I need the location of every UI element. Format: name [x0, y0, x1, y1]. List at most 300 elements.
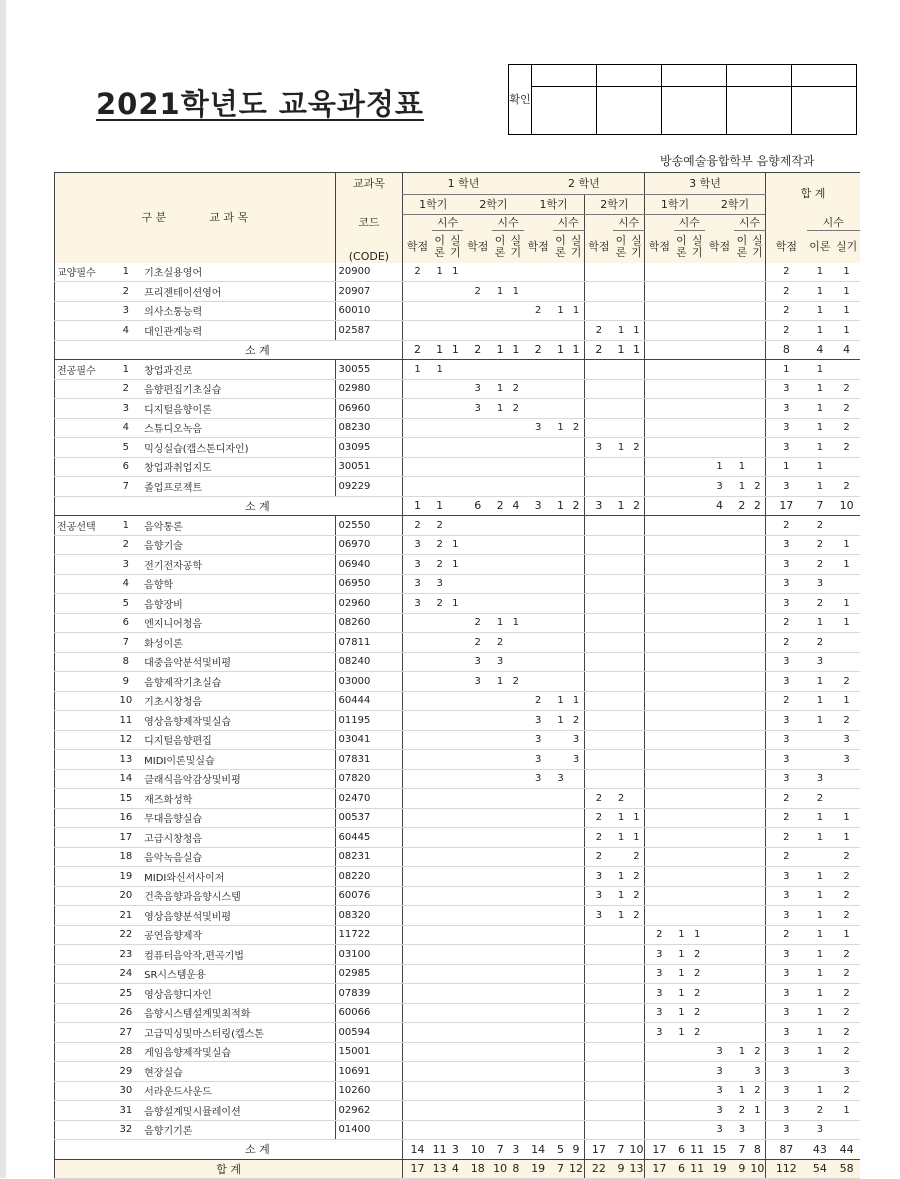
value-cell — [553, 1023, 569, 1043]
value-cell — [629, 652, 645, 672]
value-cell: 3 — [766, 1042, 807, 1062]
value-cell — [553, 457, 569, 477]
value-cell — [524, 321, 553, 341]
category-cell — [55, 964, 113, 984]
value-cell — [645, 906, 674, 926]
value-cell — [448, 847, 464, 867]
value-cell: 2 — [833, 964, 860, 984]
course-code: 60444 — [335, 691, 403, 711]
value-cell: 6 — [674, 1159, 690, 1179]
value-cell: 1 — [553, 340, 569, 360]
value-cell — [403, 379, 432, 399]
value-cell — [553, 477, 569, 497]
value-cell — [448, 360, 464, 380]
value-cell — [584, 613, 613, 633]
row-number: 4 — [113, 321, 140, 341]
value-cell — [689, 1101, 705, 1121]
value-cell — [674, 282, 690, 302]
value-cell — [629, 457, 645, 477]
value-cell: 1 — [807, 828, 834, 848]
value-cell — [403, 457, 432, 477]
value-cell — [584, 1023, 613, 1043]
value-cell — [674, 301, 690, 321]
course-code: 00537 — [335, 808, 403, 828]
value-cell — [508, 730, 524, 750]
row-number: 2 — [113, 379, 140, 399]
row-number: 19 — [113, 867, 140, 887]
table-row — [55, 886, 861, 906]
value-cell: 2 — [584, 789, 613, 809]
value-cell — [553, 730, 569, 750]
value-cell: 11 — [432, 1140, 448, 1160]
value-cell — [689, 906, 705, 926]
credit-header: 학점 — [705, 231, 734, 263]
value-cell — [705, 906, 734, 926]
value-cell: 3 — [807, 574, 834, 594]
value-cell — [524, 808, 553, 828]
value-cell: 2 — [508, 672, 524, 692]
value-cell — [553, 1120, 569, 1140]
value-cell — [584, 750, 613, 770]
value-cell — [750, 438, 766, 458]
subtotal-label: 소 계 — [113, 340, 403, 360]
value-cell — [674, 847, 690, 867]
value-cell — [568, 906, 584, 926]
value-cell — [584, 418, 613, 438]
value-cell — [629, 399, 645, 419]
value-cell — [645, 360, 674, 380]
table-row — [55, 691, 861, 711]
value-cell — [613, 594, 629, 614]
value-cell — [448, 321, 464, 341]
value-cell: 1 — [553, 691, 569, 711]
value-cell — [403, 886, 432, 906]
value-cell: 2 — [508, 379, 524, 399]
value-cell: 3 — [705, 1120, 734, 1140]
value-cell: 1 — [807, 321, 834, 341]
value-cell — [689, 1081, 705, 1101]
value-cell — [492, 925, 508, 945]
value-cell — [568, 789, 584, 809]
value-cell — [750, 399, 766, 419]
value-cell: 3 — [524, 711, 553, 731]
value-cell — [689, 789, 705, 809]
value-cell — [705, 691, 734, 711]
value-cell — [629, 769, 645, 789]
value-cell: 1 — [613, 867, 629, 887]
value-cell: 2 — [833, 945, 860, 965]
value-cell — [750, 379, 766, 399]
value-cell — [629, 691, 645, 711]
value-cell — [553, 828, 569, 848]
value-cell — [705, 555, 734, 575]
value-cell — [568, 964, 584, 984]
value-cell — [705, 847, 734, 867]
value-cell: 1 — [508, 340, 524, 360]
value-cell — [492, 847, 508, 867]
value-cell — [553, 886, 569, 906]
value-cell: 3 — [766, 594, 807, 614]
value-cell — [463, 945, 492, 965]
value-cell — [629, 750, 645, 770]
value-cell: 2 — [833, 984, 860, 1004]
value-cell: 3 — [766, 1023, 807, 1043]
value-cell: 3 — [766, 867, 807, 887]
value-cell — [674, 340, 690, 360]
value-cell — [553, 750, 569, 770]
value-cell — [448, 282, 464, 302]
value-cell — [568, 379, 584, 399]
value-cell — [568, 1101, 584, 1121]
value-cell — [492, 730, 508, 750]
value-cell — [463, 477, 492, 497]
value-cell — [613, 555, 629, 575]
subject-name: 음향시스템설계및최적화 — [139, 1003, 335, 1023]
value-cell: 1 — [807, 711, 834, 731]
hours-header: 시수 — [674, 215, 705, 231]
value-cell: 1 — [833, 1101, 860, 1121]
value-cell — [463, 964, 492, 984]
value-cell: 1 — [807, 282, 834, 302]
value-cell: 3 — [807, 652, 834, 672]
value-cell — [613, 750, 629, 770]
value-cell — [750, 555, 766, 575]
value-cell — [432, 808, 448, 828]
value-cell: 2 — [766, 263, 807, 282]
category-cell — [55, 652, 113, 672]
value-cell: 3 — [463, 672, 492, 692]
subject-name: 음향장비 — [139, 594, 335, 614]
value-cell — [553, 1042, 569, 1062]
value-cell: 1 — [807, 1042, 834, 1062]
value-cell — [645, 438, 674, 458]
value-cell — [750, 574, 766, 594]
value-cell — [432, 730, 448, 750]
value-cell — [629, 418, 645, 438]
value-cell — [705, 925, 734, 945]
value-cell — [508, 263, 524, 282]
category-cell — [55, 477, 113, 497]
value-cell: 2 — [833, 867, 860, 887]
value-cell — [448, 652, 464, 672]
value-cell: 3 — [645, 964, 674, 984]
value-cell — [508, 1042, 524, 1062]
value-cell: 3 — [524, 730, 553, 750]
value-cell — [705, 340, 734, 360]
value-cell — [508, 360, 524, 380]
value-cell: 3 — [833, 750, 860, 770]
value-cell — [645, 301, 674, 321]
total-label: 합 계 — [55, 1159, 403, 1179]
value-cell — [674, 750, 690, 770]
value-cell — [674, 516, 690, 536]
value-cell — [689, 379, 705, 399]
practice-header: 실기 — [833, 231, 860, 263]
value-cell — [674, 906, 690, 926]
value-cell — [524, 867, 553, 887]
value-cell — [705, 652, 734, 672]
course-code: 10691 — [335, 1062, 403, 1082]
row-number: 15 — [113, 789, 140, 809]
value-cell — [689, 555, 705, 575]
subtotal-label: 소 계 — [113, 496, 403, 516]
value-cell — [524, 1003, 553, 1023]
value-cell — [674, 1101, 690, 1121]
value-cell: 1 — [403, 360, 432, 380]
value-cell: 1 — [833, 808, 860, 828]
value-cell — [613, 301, 629, 321]
value-cell — [553, 925, 569, 945]
value-cell: 4 — [448, 1159, 464, 1179]
value-cell: 3 — [463, 379, 492, 399]
value-cell: 2 — [833, 672, 860, 692]
row-number: 12 — [113, 730, 140, 750]
value-cell: 3 — [463, 652, 492, 672]
category-cell — [55, 925, 113, 945]
value-cell: 1 — [613, 828, 629, 848]
value-cell — [645, 828, 674, 848]
subject-name: 서라운드사운드 — [139, 1081, 335, 1101]
course-code: 02587 — [335, 321, 403, 341]
value-cell — [492, 789, 508, 809]
value-cell: 1 — [553, 301, 569, 321]
value-cell: 2 — [584, 340, 613, 360]
confirm-box — [508, 64, 857, 135]
value-cell — [492, 867, 508, 887]
value-cell — [403, 1042, 432, 1062]
value-cell: 3 — [766, 399, 807, 419]
value-cell — [448, 516, 464, 536]
table-row — [55, 964, 861, 984]
value-cell — [645, 594, 674, 614]
value-cell — [492, 1003, 508, 1023]
value-cell — [645, 691, 674, 711]
code-header-top: 교과목 — [335, 173, 403, 195]
value-cell: 1 — [807, 418, 834, 438]
semester-2-1: 1학기 — [524, 195, 584, 215]
subtotal-label: 소 계 — [113, 1140, 403, 1160]
value-cell: 1 — [508, 613, 524, 633]
value-cell — [705, 945, 734, 965]
value-cell — [584, 301, 613, 321]
value-cell — [448, 769, 464, 789]
value-cell — [403, 438, 432, 458]
value-cell — [629, 964, 645, 984]
value-cell — [613, 1120, 629, 1140]
value-cell — [553, 906, 569, 926]
category-cell — [55, 984, 113, 1004]
value-cell — [629, 379, 645, 399]
value-cell — [492, 828, 508, 848]
value-cell — [448, 1023, 464, 1043]
subject-name: 엔지니어청음 — [139, 613, 335, 633]
value-cell: 1 — [448, 555, 464, 575]
value-cell: 3 — [568, 730, 584, 750]
value-cell — [689, 867, 705, 887]
row-number: 2 — [113, 535, 140, 555]
value-cell — [568, 925, 584, 945]
value-cell — [463, 906, 492, 926]
value-cell: 1 — [807, 691, 834, 711]
value-cell — [492, 1120, 508, 1140]
department-name: 방송예술융합학부 음향제작과 — [660, 154, 815, 168]
row-number: 8 — [113, 652, 140, 672]
row-number: 5 — [113, 438, 140, 458]
category-cell — [55, 1042, 113, 1062]
value-cell: 3 — [833, 730, 860, 750]
hours-header: 시수 — [432, 215, 463, 231]
value-cell — [524, 828, 553, 848]
table-row — [55, 1081, 861, 1101]
practice-header: 실기 — [448, 231, 464, 263]
value-cell: 3 — [705, 1062, 734, 1082]
value-cell — [524, 263, 553, 282]
subject-name: 음향기술 — [139, 535, 335, 555]
value-cell: 1 — [833, 301, 860, 321]
value-cell: 14 — [403, 1140, 432, 1160]
value-cell: 2 — [432, 555, 448, 575]
value-cell — [750, 847, 766, 867]
value-cell: 3 — [524, 496, 553, 516]
category-cell — [55, 769, 113, 789]
value-cell: 19 — [524, 1159, 553, 1179]
value-cell — [584, 945, 613, 965]
value-cell: 1 — [807, 360, 834, 380]
value-cell — [432, 321, 448, 341]
value-cell — [463, 691, 492, 711]
value-cell: 58 — [833, 1159, 860, 1179]
value-cell — [645, 769, 674, 789]
value-cell — [432, 711, 448, 731]
value-cell — [524, 1120, 553, 1140]
value-cell — [584, 379, 613, 399]
value-cell — [734, 301, 750, 321]
value-cell — [645, 672, 674, 692]
value-cell: 7 — [613, 1140, 629, 1160]
value-cell: 2 — [766, 282, 807, 302]
theory-header: 이론 — [553, 231, 569, 263]
value-cell: 2 — [766, 516, 807, 536]
value-cell — [448, 379, 464, 399]
value-cell: 2 — [766, 321, 807, 341]
value-cell — [568, 360, 584, 380]
row-number: 23 — [113, 945, 140, 965]
value-cell — [448, 867, 464, 887]
value-cell — [568, 945, 584, 965]
value-cell — [613, 516, 629, 536]
value-cell: 3 — [524, 750, 553, 770]
value-cell: 8 — [766, 340, 807, 360]
value-cell: 4 — [833, 340, 860, 360]
value-cell — [448, 886, 464, 906]
value-cell — [553, 263, 569, 282]
table-row — [55, 1062, 861, 1082]
value-cell: 1 — [807, 886, 834, 906]
value-cell — [448, 1062, 464, 1082]
value-cell — [432, 418, 448, 438]
value-cell — [734, 711, 750, 731]
value-cell: 1 — [734, 457, 750, 477]
value-cell — [463, 418, 492, 438]
course-code: 00594 — [335, 1023, 403, 1043]
value-cell: 2 — [807, 555, 834, 575]
value-cell — [553, 555, 569, 575]
value-cell: 2 — [833, 399, 860, 419]
value-cell: 1 — [613, 886, 629, 906]
course-code: 60445 — [335, 828, 403, 848]
value-cell — [629, 984, 645, 1004]
table-row — [55, 282, 861, 302]
value-cell — [674, 496, 690, 516]
value-cell — [568, 672, 584, 692]
value-cell — [689, 769, 705, 789]
value-cell — [613, 945, 629, 965]
value-cell: 2 — [629, 847, 645, 867]
value-cell — [524, 457, 553, 477]
value-cell — [508, 750, 524, 770]
value-cell: 3 — [766, 535, 807, 555]
code-header-mid: 코드 — [335, 215, 403, 231]
value-cell: 3 — [705, 1042, 734, 1062]
value-cell — [674, 321, 690, 341]
value-cell: 3 — [766, 418, 807, 438]
value-cell — [448, 1101, 464, 1121]
course-code: 08231 — [335, 847, 403, 867]
practice-header: 실기 — [689, 231, 705, 263]
value-cell: 17 — [584, 1140, 613, 1160]
value-cell — [568, 808, 584, 828]
value-cell: 2 — [432, 594, 448, 614]
value-cell — [613, 418, 629, 438]
value-cell — [432, 750, 448, 770]
category-cell — [55, 1081, 113, 1101]
subject-name: 믹싱실습(캡스톤디자인) — [139, 438, 335, 458]
value-cell — [568, 867, 584, 887]
value-cell — [553, 1062, 569, 1082]
subject-name: 음향학 — [139, 574, 335, 594]
value-cell: 3 — [705, 477, 734, 497]
value-cell — [448, 691, 464, 711]
value-cell: 3 — [807, 769, 834, 789]
value-cell: 3 — [766, 1120, 807, 1140]
value-cell: 1 — [613, 321, 629, 341]
value-cell: 1 — [833, 613, 860, 633]
value-cell — [492, 535, 508, 555]
value-cell — [448, 1042, 464, 1062]
value-cell — [645, 418, 674, 438]
value-cell — [705, 379, 734, 399]
confirm-cell — [792, 65, 857, 87]
value-cell — [448, 730, 464, 750]
value-cell — [568, 984, 584, 1004]
value-cell — [750, 925, 766, 945]
table-row — [55, 769, 861, 789]
value-cell — [613, 360, 629, 380]
value-cell: 1 — [674, 925, 690, 945]
value-cell — [833, 789, 860, 809]
category-cell — [55, 613, 113, 633]
value-cell — [674, 652, 690, 672]
value-cell — [553, 1101, 569, 1121]
value-cell: 3 — [463, 399, 492, 419]
value-cell — [492, 1062, 508, 1082]
value-cell: 3 — [766, 711, 807, 731]
value-cell — [524, 1042, 553, 1062]
value-cell: 1 — [492, 613, 508, 633]
value-cell: 1 — [492, 399, 508, 419]
value-cell — [734, 730, 750, 750]
value-cell — [584, 1101, 613, 1121]
